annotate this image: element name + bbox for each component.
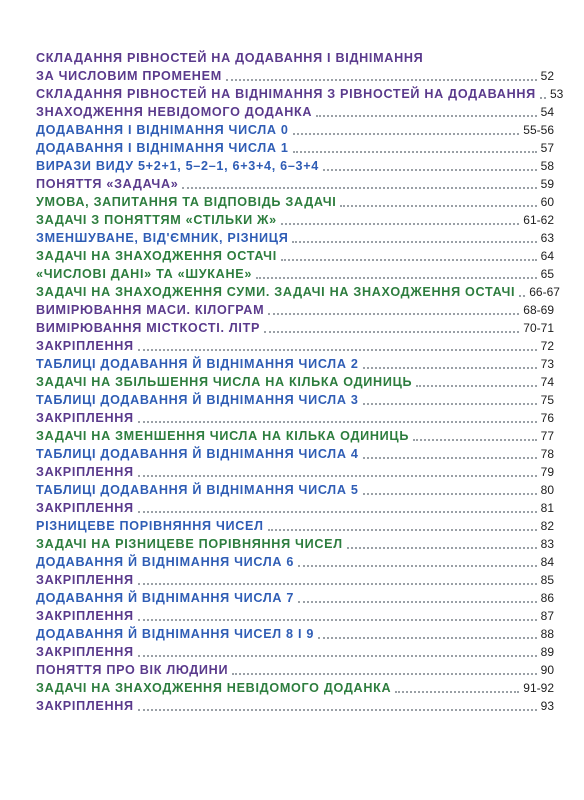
toc-entry-title: ЗМЕНШУВАНЕ, ВІД'ЄМНИК, РІЗНИЦЯ xyxy=(36,231,289,245)
dot-leader xyxy=(226,79,537,81)
toc-entry xyxy=(36,643,554,661)
toc-entry-page: 75 xyxy=(540,393,554,407)
toc-entry xyxy=(36,103,554,121)
toc-entry xyxy=(36,283,560,301)
toc-entry-title: ЗАКРІПЛЕННЯ xyxy=(36,411,134,425)
toc-entry-page: 78 xyxy=(540,447,554,461)
dot-leader xyxy=(138,421,537,423)
dot-leader xyxy=(395,691,519,693)
toc-entry-page: 52 xyxy=(540,69,554,83)
toc-entry-page: 93 xyxy=(540,699,554,713)
toc-entry-page: 61-62 xyxy=(523,213,554,227)
toc-entry-page: 91-92 xyxy=(523,681,554,695)
toc-entry xyxy=(36,589,554,607)
toc-entry xyxy=(36,337,554,355)
dot-leader xyxy=(519,295,525,297)
toc-entry xyxy=(36,49,554,67)
toc-entry-page: 73 xyxy=(540,357,554,371)
toc-entry-page: 59 xyxy=(540,177,554,191)
toc-entry-page: 68-69 xyxy=(523,303,554,317)
dot-leader xyxy=(268,313,519,315)
toc-entry-title: ЗАДАЧІ НА ЗНАХОДЖЕННЯ ОСТАЧІ xyxy=(36,249,277,263)
dot-leader xyxy=(323,169,537,171)
dot-leader xyxy=(256,277,537,279)
toc-entry-page: 53 xyxy=(549,87,564,101)
toc-entry-page: 77 xyxy=(540,429,554,443)
toc-entry-title: ЗАДАЧІ З ПОНЯТТЯМ «СТІЛЬКИ Ж» xyxy=(36,213,277,227)
dot-leader xyxy=(268,529,537,531)
toc-entry-title: СКЛАДАННЯ РІВНОСТЕЙ НА ВІДНІМАННЯ З РІВНОСТЕЙ НА ДОДАВАННЯ xyxy=(36,87,536,101)
dot-leader xyxy=(413,439,537,441)
toc-entry-page: 87 xyxy=(540,609,554,623)
toc-entry xyxy=(36,139,554,157)
toc-entry xyxy=(36,607,554,625)
toc-entry-page: 80 xyxy=(540,483,554,497)
toc-entry-page: 86 xyxy=(540,591,554,605)
toc-entry xyxy=(36,463,554,481)
toc-entry-title: ЗАКРІПЛЕННЯ xyxy=(36,699,134,713)
toc-entry xyxy=(36,319,554,337)
toc-entry-title: ЗАКРІПЛЕННЯ xyxy=(36,465,134,479)
toc-entry xyxy=(36,301,554,319)
toc-entry xyxy=(36,67,554,85)
dot-leader xyxy=(138,511,537,513)
dot-leader xyxy=(416,385,536,387)
toc-entry-title: ДОДАВАННЯ І ВІДНІМАННЯ ЧИСЛА 1 xyxy=(36,141,289,155)
toc-entry xyxy=(36,265,554,283)
toc-entry xyxy=(36,481,554,499)
dot-leader xyxy=(298,565,537,567)
toc-entry-title: ЗАДАЧІ НА ЗНАХОДЖЕННЯ НЕВІДОМОГО ДОДАНКА xyxy=(36,681,392,695)
toc-entry-title: ЗАДАЧІ НА РІЗНИЦЕВЕ ПОРІВНЯННЯ ЧИСЕЛ xyxy=(36,537,343,551)
toc-entry xyxy=(36,517,554,535)
toc-entry-title: ДОДАВАННЯ Й ВІДНІМАННЯ ЧИСЛА 6 xyxy=(36,555,295,569)
toc-entry xyxy=(36,355,554,373)
toc-entry-title: ТАБЛИЦІ ДОДАВАННЯ Й ВІДНІМАННЯ ЧИСЛА 2 xyxy=(36,357,359,371)
toc-entry-title: ЗАКРІПЛЕННЯ xyxy=(36,501,134,515)
dot-leader xyxy=(264,331,519,333)
toc-entry-title: ЗАКРІПЛЕННЯ xyxy=(36,339,134,353)
toc-entry-page: 72 xyxy=(540,339,554,353)
toc-entry-title: ВИРАЗИ ВИДУ 5+2+1, 5–2–1, 6+3+4, 6–3+4 xyxy=(36,159,320,173)
toc-entry xyxy=(36,85,564,103)
toc-entry-title: ВИМІРЮВАННЯ МАСИ. КІЛОГРАМ xyxy=(36,303,265,317)
toc-entry-title: ЗАДАЧІ НА ЗМЕНШЕННЯ ЧИСЛА НА КІЛЬКА ОДИНИЦЬ xyxy=(36,429,410,443)
toc-entry-title: ЗАДАЧІ НА ЗБІЛЬШЕННЯ ЧИСЛА НА КІЛЬКА ОДИНИЦЬ xyxy=(36,375,413,389)
toc-entry xyxy=(36,427,554,445)
toc-entry-title: «ЧИСЛОВІ ДАНІ» ТА «ШУКАНЕ» xyxy=(36,267,253,281)
toc-entry-title: ТАБЛИЦІ ДОДАВАННЯ Й ВІДНІМАННЯ ЧИСЛА 5 xyxy=(36,483,359,497)
toc-entry xyxy=(36,571,554,589)
toc-entry xyxy=(36,175,554,193)
dot-leader xyxy=(281,259,537,261)
dot-leader xyxy=(363,367,537,369)
toc-entry xyxy=(36,121,554,139)
toc-entry-page: 60 xyxy=(540,195,554,209)
toc-entry xyxy=(36,229,554,247)
toc-entry-page: 64 xyxy=(540,249,554,263)
toc-entry-title: ЗАКРІПЛЕННЯ xyxy=(36,645,134,659)
toc-entry-page: 90 xyxy=(540,663,554,677)
toc-entry-title: ЗАДАЧІ НА ЗНАХОДЖЕННЯ СУМИ. ЗАДАЧІ НА ЗНАХОДЖЕННЯ ОСТАЧІ xyxy=(36,285,516,299)
toc-entry xyxy=(36,553,554,571)
toc-entry xyxy=(36,373,554,391)
toc-entry xyxy=(36,391,554,409)
dot-leader xyxy=(363,403,537,405)
dot-leader xyxy=(232,673,536,675)
toc-entry-title: СКЛАДАННЯ РІВНОСТЕЙ НА ДОДАВАННЯ І ВІДНІМАННЯ xyxy=(36,51,424,65)
toc-entry xyxy=(36,157,554,175)
toc-entry-page: 83 xyxy=(540,537,554,551)
toc-entry-page: 79 xyxy=(540,465,554,479)
dot-leader xyxy=(293,133,520,135)
toc-entry-page: 65 xyxy=(540,267,554,281)
toc-entry-page: 66-67 xyxy=(529,285,560,299)
toc-entry xyxy=(36,247,554,265)
toc-entry xyxy=(36,445,554,463)
toc-entry-page: 57 xyxy=(540,141,554,155)
toc-entry xyxy=(36,625,554,643)
dot-leader xyxy=(363,457,537,459)
toc-entry-page: 82 xyxy=(540,519,554,533)
toc-entry-title: ЗНАХОДЖЕННЯ НЕВІДОМОГО ДОДАНКА xyxy=(36,105,313,119)
toc-entry-page: 54 xyxy=(540,105,554,119)
toc-entry-title: ДОДАВАННЯ І ВІДНІМАННЯ ЧИСЛА 0 xyxy=(36,123,289,137)
toc-entry-title: РІЗНИЦЕВЕ ПОРІВНЯННЯ ЧИСЕЛ xyxy=(36,519,264,533)
dot-leader xyxy=(138,475,537,477)
toc-entry-title: ЗАКРІПЛЕННЯ xyxy=(36,573,134,587)
dot-leader xyxy=(138,619,537,621)
toc-entry xyxy=(36,661,554,679)
dot-leader xyxy=(540,97,546,99)
toc-entry-title: ПОНЯТТЯ ПРО ВІК ЛЮДИНИ xyxy=(36,663,229,677)
dot-leader xyxy=(182,187,536,189)
toc-entry xyxy=(36,211,554,229)
dot-leader xyxy=(138,349,537,351)
dot-leader xyxy=(340,205,536,207)
toc-entry xyxy=(36,409,554,427)
toc-entry-page: 74 xyxy=(540,375,554,389)
toc-entry-title: ТАБЛИЦІ ДОДАВАННЯ Й ВІДНІМАННЯ ЧИСЛА 4 xyxy=(36,447,359,461)
toc-entry xyxy=(36,499,554,517)
toc-entry-title: ТАБЛИЦІ ДОДАВАННЯ Й ВІДНІМАННЯ ЧИСЛА 3 xyxy=(36,393,359,407)
toc-entry-page: 81 xyxy=(540,501,554,515)
toc-entry-page: 58 xyxy=(540,159,554,173)
toc-entry-page: 63 xyxy=(540,231,554,245)
toc-entry-page: 88 xyxy=(540,627,554,641)
toc-entry-page: 84 xyxy=(540,555,554,569)
dot-leader xyxy=(347,547,537,549)
dot-leader xyxy=(318,637,537,639)
toc-entry-title: ДОДАВАННЯ Й ВІДНІМАННЯ ЧИСЛА 7 xyxy=(36,591,295,605)
dot-leader xyxy=(316,115,536,117)
dot-leader xyxy=(293,151,537,153)
dot-leader xyxy=(363,493,537,495)
dot-leader xyxy=(292,241,536,243)
toc-entry-title: ВИМІРЮВАННЯ МІСТКОСТІ. ЛІТР xyxy=(36,321,261,335)
toc-entry xyxy=(36,193,554,211)
dot-leader xyxy=(138,655,537,657)
toc-entry xyxy=(36,535,554,553)
toc-entry-title: ЗА ЧИСЛОВИМ ПРОМЕНЕМ xyxy=(36,69,222,83)
toc-entry-title: ДОДАВАННЯ Й ВІДНІМАННЯ ЧИСЕЛ 8 І 9 xyxy=(36,627,315,641)
toc-entry-page: 85 xyxy=(540,573,554,587)
dot-leader xyxy=(138,583,537,585)
dot-leader xyxy=(298,601,537,603)
toc-entry xyxy=(36,679,554,697)
toc-entry xyxy=(36,697,554,715)
dot-leader xyxy=(138,709,537,711)
toc-entry-page: 70-71 xyxy=(523,321,554,335)
toc-entry-page: 55-56 xyxy=(523,123,554,137)
toc-entry-title: ПОНЯТТЯ «ЗАДАЧА» xyxy=(36,177,179,191)
toc-entry-page: 76 xyxy=(540,411,554,425)
toc-entry-page: 89 xyxy=(540,645,554,659)
toc-entry-title: ЗАКРІПЛЕННЯ xyxy=(36,609,134,623)
dot-leader xyxy=(281,223,519,225)
table-of-contents xyxy=(36,49,564,715)
toc-entry-title: УМОВА, ЗАПИТАННЯ ТА ВІДПОВІДЬ ЗАДАЧІ xyxy=(36,195,337,209)
